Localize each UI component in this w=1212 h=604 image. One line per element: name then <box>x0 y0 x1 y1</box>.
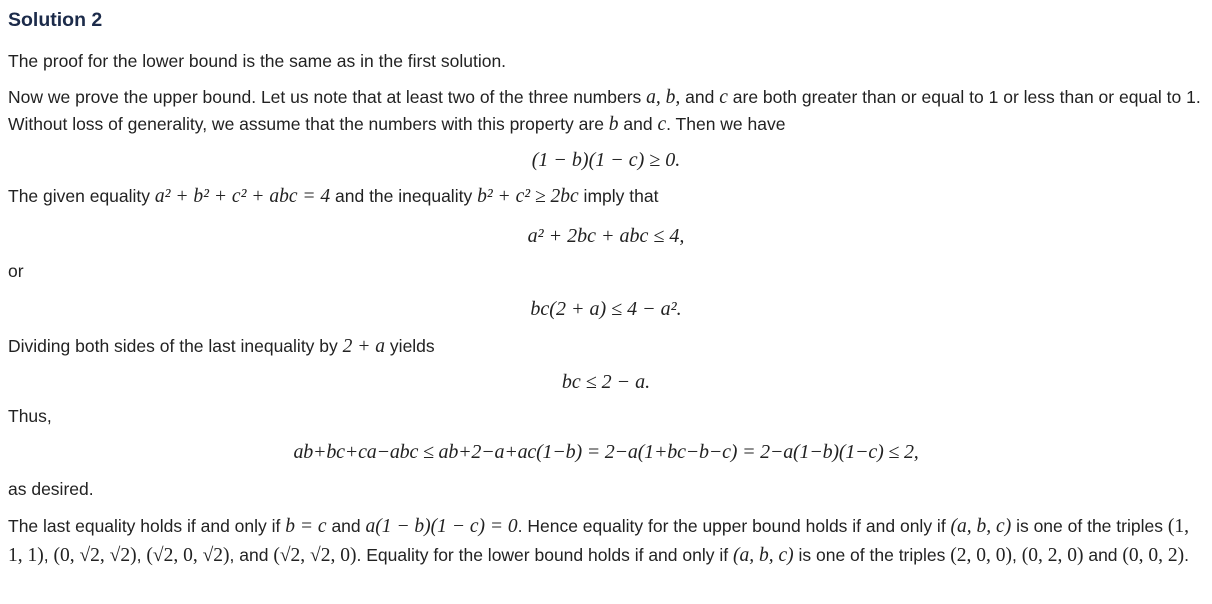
math-inline: a, b, <box>646 87 681 108</box>
math-inline: (2, 0, 0) <box>950 545 1012 566</box>
math-inline: (0, 2, 0) <box>1021 545 1084 566</box>
text-span: . <box>1184 545 1190 565</box>
math-inline: (√2, √2, 0) <box>273 545 357 566</box>
solution-heading: Solution 2 <box>8 9 103 31</box>
text-span: are both greater than or equal to 1 or less than or equal to 1. Without loss of generality, we assume that the numbers with this property are <box>8 87 1201 134</box>
text-span: and <box>1083 545 1123 565</box>
text-span: is one of the triples <box>793 545 951 565</box>
math-inline: (a, b, c) <box>732 545 794 566</box>
math-inline: 2 + a <box>342 336 386 357</box>
paragraph-lower-bound: The proof for the lower bound is the same as in the first solution. <box>8 51 507 71</box>
math-inline: (0, √2, √2) <box>53 545 137 566</box>
text-span: The given equality <box>8 186 155 206</box>
text-span: is one of the triples <box>1011 516 1168 536</box>
paragraph-as-desired: as desired. <box>8 479 94 499</box>
math-inline: (0, 0, 2) <box>1122 545 1185 566</box>
text-span: , <box>136 545 147 565</box>
paragraph-equality-cases <box>8 512 1202 570</box>
equation-2: a² + 2bc + abc ≤ 4, <box>527 225 685 247</box>
paragraph-given-equality <box>8 183 1202 210</box>
text-span: and <box>680 87 720 107</box>
text-span: yields <box>385 336 435 356</box>
text-span: . Equality for the lower bound holds if and only if <box>356 545 733 565</box>
text-span: Dividing both sides of the last inequality by <box>8 336 343 356</box>
equation-3: bc(2 + a) ≤ 4 − a². <box>530 298 682 320</box>
text-span: . Hence equality for the upper bound holds if and only if <box>517 516 951 536</box>
text-span: and <box>326 516 366 536</box>
text-span: and <box>618 114 658 134</box>
text-span: Now we prove the upper bound. Let us note that at least two of the three numbers <box>8 87 647 107</box>
text-span: . Then we have <box>666 114 786 134</box>
paragraph-upper-bound <box>8 84 1202 138</box>
math-inline: (a, b, c) <box>950 516 1012 537</box>
text-span: imply that <box>578 186 659 206</box>
math-inline: c <box>719 87 728 108</box>
text-span: and the inequality <box>330 186 478 206</box>
text-span: The last equality holds if and only if <box>8 516 286 536</box>
text-span: , and <box>229 545 274 565</box>
equation-4: bc ≤ 2 − a. <box>561 371 651 393</box>
text-span: , <box>43 545 54 565</box>
solution-document <box>8 0 1204 604</box>
math-inline: a² + b² + c² + abc = 4 <box>154 186 331 207</box>
text-span: , <box>1012 545 1022 565</box>
equation-5: ab+bc+ca−abc ≤ ab+2−a+ac(1−b) = 2−a(1+bc−b−c) = 2−a(1−b)(1−c) ≤ 2, <box>293 441 919 463</box>
equation-1: (1 − b)(1 − c) ≥ 0. <box>531 149 681 171</box>
paragraph-or: or <box>8 261 24 281</box>
paragraph-thus: Thus, <box>8 406 52 426</box>
math-inline: (1, 1, 1) <box>8 516 1189 566</box>
math-inline: b <box>608 114 619 135</box>
math-inline: c <box>657 114 667 135</box>
math-inline: (√2, 0, √2) <box>146 545 230 566</box>
math-inline: b = c <box>285 516 327 537</box>
paragraph-dividing <box>8 333 1202 360</box>
math-inline: a(1 − b)(1 − c) = 0 <box>365 516 518 537</box>
math-inline: b² + c² ≥ 2bc <box>477 186 579 207</box>
